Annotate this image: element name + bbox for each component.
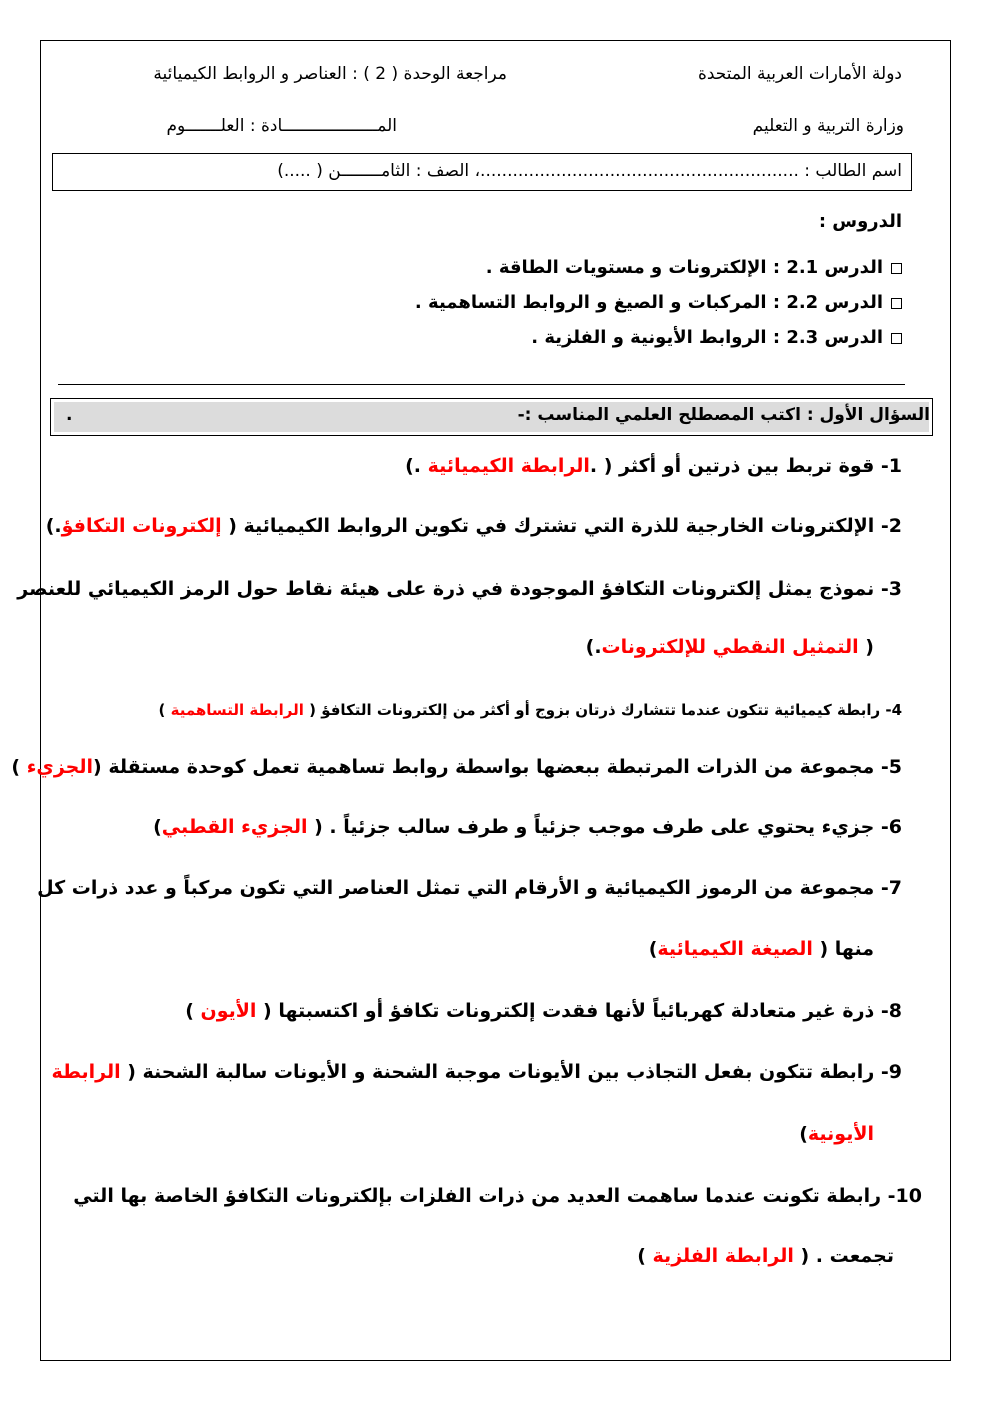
list-item: ( التمثيل النقطي للإلكترونات.) bbox=[585, 636, 874, 658]
student-line: اسم الطالب : ...........................................................، الصف : الثامــــــــن ( .....) bbox=[277, 161, 902, 181]
country-label: دولة الأمارات العربية المتحدة bbox=[697, 64, 902, 84]
list-item: 4- رابطة كيميائية تتكون عندما تتشارك ذرتان بزوج أو أكثر من إلكترونات التكافؤ ( الرابطة التساهمية ) bbox=[158, 701, 902, 719]
checkbox-icon bbox=[891, 333, 902, 344]
checkbox-icon bbox=[891, 263, 902, 274]
list-item: 1- قوة تربط بين ذرتين أو أكثر ( .الرابطة الكيميائية .) bbox=[405, 455, 902, 477]
list-item: 5- مجموعة من الذرات المرتبطة ببعضها بواسطة روابط تساهمية تعمل كوحدة مستقلة (الجزيء ) bbox=[11, 756, 902, 778]
list-item: 6- جزيء يحتوي على طرف موجب جزئياً و طرف سالب جزئياً . ( الجزيء القطبي) bbox=[153, 816, 902, 838]
subject-label: المـــــــــــــــــــادة : العلـــــــوم bbox=[166, 116, 397, 136]
list-item: 7- مجموعة من الرموز الكيميائية و الأرقام التي تمثل العناصر التي تكون مركباً و عدد ذرات كل bbox=[37, 877, 902, 899]
checkbox-icon bbox=[891, 298, 902, 309]
review-title: مراجعة الوحدة ( 2 ) : العناصر و الروابط الكيميائية bbox=[153, 64, 507, 84]
list-item: 3- نموذج يمثل إلكترونات التكافؤ الموجودة في ذرة على هيئة نقاط حول الرمز الكيميائي للعنصر bbox=[17, 578, 902, 600]
question-trailing-dot: . bbox=[66, 405, 73, 425]
list-item: 10- رابطة تكونت عندما ساهمت العديد من ذرات الفلزات بإلكترونات التكافؤ الخاصة بها التي bbox=[73, 1185, 922, 1207]
ministry-label: وزارة التربية و التعليم bbox=[752, 116, 904, 136]
lesson-item: الدرس 2.3 : الروابط الأيونية و الفلزية . bbox=[531, 327, 902, 348]
list-item: منها ( الصيغة الكيميائية) bbox=[648, 938, 874, 960]
list-item: تجمعت . ( الرابطة الفلزية ) bbox=[637, 1245, 894, 1267]
question-title: السؤال الأول : اكتب المصطلح العلمي المناسب :- bbox=[517, 405, 930, 425]
lesson-item: الدرس 2.1 : الإلكترونات و مستويات الطاقة . bbox=[486, 257, 902, 278]
list-item: 9- رابطة تتكون بفعل التجاذب بين الأيونات موجبة الشحنة و الأيونات سالبة الشحنة ( الرابطة bbox=[51, 1061, 902, 1083]
lessons-title: الدروس : bbox=[818, 211, 902, 232]
list-item: 8- ذرة غير متعادلة كهربائياً لأنها فقدت إلكترونات تكافؤ أو اكتسبتها ( الأيون ) bbox=[185, 1000, 902, 1022]
lesson-item: الدرس 2.2 : المركبات و الصيغ و الروابط التساهمية . bbox=[415, 292, 902, 313]
divider bbox=[58, 384, 905, 385]
list-item: الأيونية) bbox=[799, 1123, 874, 1145]
list-item: 2- الإلكترونات الخارجية للذرة التي تشترك في تكوين الروابط الكيميائية ( إلكترونات التكافؤ.) bbox=[45, 515, 902, 537]
